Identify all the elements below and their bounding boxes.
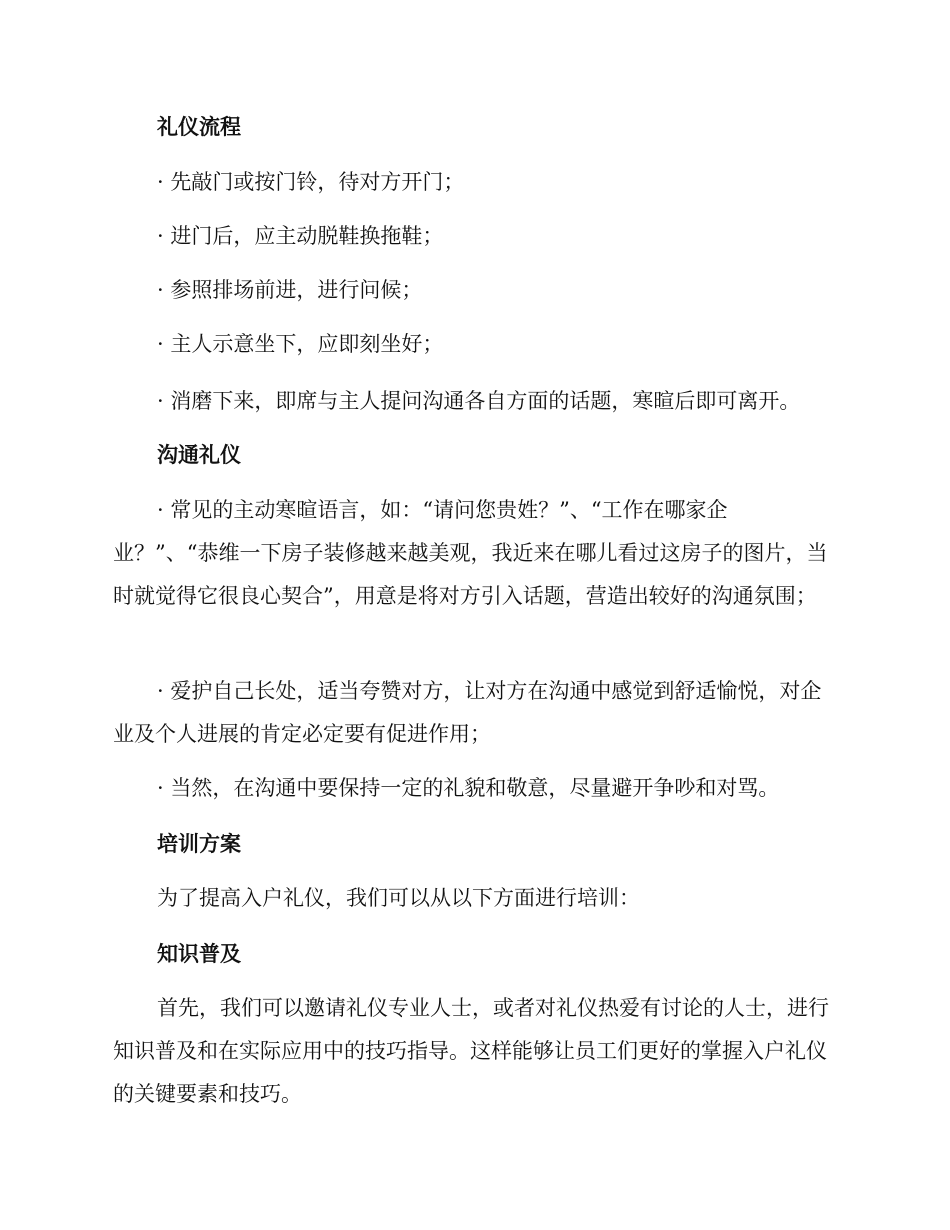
heading-etiquette-flow: 礼仪流程	[157, 114, 241, 139]
flow-item-5: · 消磨下来，即席与主人提问沟通各自方面的话题，寒暄后即可离开。	[157, 389, 801, 413]
flow-item-2: · 进门后，应主动脱鞋换拖鞋；	[157, 224, 444, 248]
communication-item-1: · 常见的主动寒暄语言，如：“请问您贵姓？”、“工作在哪家企业？”、“恭维一下房子装修越来越美观，我近来在哪儿看过这房子的图片，当时就觉得它很良心契合”，用意是将对方引入话题，营造出较好的沟通氛围；	[113, 498, 828, 608]
heading-training: 培训方案	[157, 831, 241, 856]
flow-item-1: · 先敲门或按门铃，待对方开门；	[157, 170, 465, 194]
flow-item-4: · 主人示意坐下，应即刻坐好；	[157, 332, 444, 356]
communication-item-3: · 当然，在沟通中要保持一定的礼貌和敬意，尽量避开争吵和对骂。	[157, 776, 780, 800]
flow-item-3: · 参照排场前进，进行问候；	[157, 278, 423, 302]
communication-item-2: · 爱护自己长处，适当夸赞对方，让对方在沟通中感觉到舒适愉悦，对企业及个人进展的肯定必定要有促进作用；	[113, 679, 822, 746]
training-intro: 为了提高入户礼仪，我们可以从以下方面进行培训：	[157, 886, 640, 910]
heading-knowledge: 知识普及	[157, 941, 241, 966]
knowledge-body: 首先，我们可以邀请礼仪专业人士，或者对礼仪热爱有讨论的人士，进行知识普及和在实际应用中的技巧指导。这样能够让员工们更好的掌握入户礼仪的关键要素和技巧。	[113, 996, 829, 1106]
heading-communication: 沟通礼仪	[157, 442, 241, 467]
